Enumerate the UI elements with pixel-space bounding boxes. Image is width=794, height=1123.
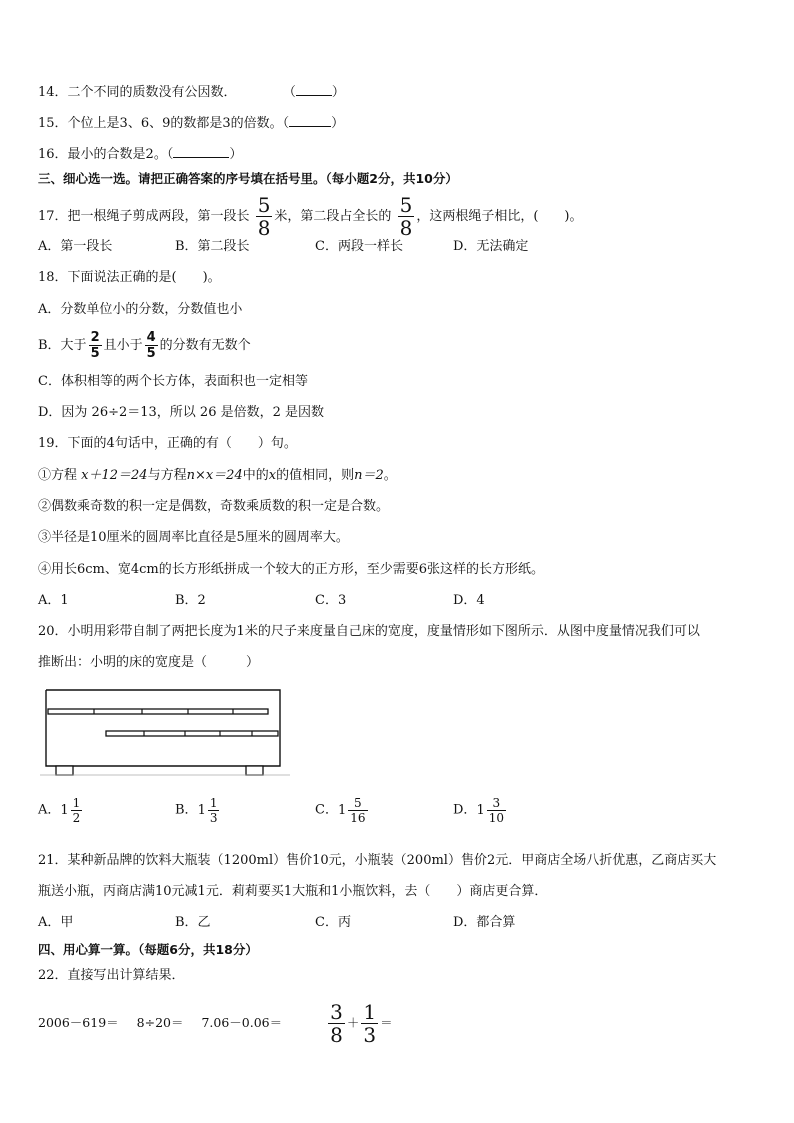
option-d[interactable]: D．都合算 bbox=[453, 915, 516, 930]
question-17 bbox=[38, 195, 582, 238]
option-b[interactable] bbox=[38, 328, 251, 364]
question-20-line-1: 20．小明用彩带自制了两把长度为1米的尺子来度量自己床的宽度，度量情形如下图所示．从图中度量情况我们可以 bbox=[38, 624, 700, 639]
plus-sign: ＋ bbox=[346, 1015, 360, 1030]
option-c[interactable]: C．两段一样长 bbox=[315, 239, 403, 254]
option-d[interactable]: D．无法确定 bbox=[453, 239, 529, 254]
option-c[interactable]: C．3 bbox=[315, 593, 347, 608]
bed-leg-left bbox=[56, 766, 73, 775]
paren-close: ） bbox=[331, 116, 345, 131]
question-21-line-2: 瓶送小瓶，丙商店满10元减1元．莉莉要买1大瓶和1小瓶饮料，去（ ）商店更合算． bbox=[38, 884, 548, 899]
fraction: $\frac{5}{16}$ bbox=[350, 796, 366, 825]
option-d[interactable]: D．4 bbox=[453, 593, 485, 608]
mixed-number bbox=[476, 797, 508, 824]
option-d[interactable]: D．因为 26÷2＝13，所以 26 是倍数，2 是因数 bbox=[38, 405, 325, 420]
question-16 bbox=[38, 145, 242, 164]
paren-open: （ bbox=[282, 116, 290, 131]
statement-2: ②偶数乘奇数的积一定是偶数，奇数乘质数的积一定是合数。 bbox=[38, 499, 390, 514]
question-15-text: 15．个位上是3、6、9的数都是3的倍数。 bbox=[38, 116, 283, 131]
expression: 8÷20＝ bbox=[136, 1015, 184, 1030]
fraction: $\frac{4}{5}$ bbox=[146, 330, 156, 361]
option-b[interactable]: B．乙 bbox=[175, 915, 211, 930]
fraction: $\frac{2}{5}$ bbox=[90, 330, 100, 361]
option-b-text-end: 的分数有无数个 bbox=[159, 338, 251, 353]
fraction: $\frac{3}{10}$ bbox=[488, 796, 504, 825]
question-14-text: 14．二个不同的质数没有公因数． bbox=[38, 85, 237, 100]
option-c[interactable]: C．体积相等的两个长方体，表面积也一定相等 bbox=[38, 374, 308, 389]
option-label: D． bbox=[453, 802, 477, 818]
bed-outline bbox=[46, 690, 280, 766]
expression: 7.06－0.06＝ bbox=[201, 1015, 283, 1030]
paren-close: ） bbox=[331, 85, 345, 100]
paren-open: （ bbox=[282, 85, 296, 100]
option-a[interactable]: A．1 bbox=[38, 593, 69, 608]
option-b[interactable] bbox=[175, 797, 221, 824]
option-c[interactable]: C．丙 bbox=[315, 915, 351, 930]
question-19-stem: 19．下面的4句话中，正确的有（ ）句。 bbox=[38, 436, 297, 451]
question-20-line-2: 推断出：小明的床的宽度是（ ） bbox=[38, 655, 260, 670]
option-b-text: B．大于 bbox=[38, 338, 87, 353]
statement-1 bbox=[38, 467, 397, 485]
question-15 bbox=[38, 114, 344, 133]
whole-part: 1 bbox=[197, 802, 206, 818]
whole-part: 1 bbox=[476, 802, 485, 818]
option-b[interactable]: B．2 bbox=[175, 593, 206, 608]
question-17-text-mid: 米，第二段占全长的 bbox=[274, 209, 392, 224]
option-a[interactable]: A．甲 bbox=[38, 915, 74, 930]
fraction: $\frac{1}{2}$ bbox=[72, 796, 81, 825]
answer-blank[interactable] bbox=[289, 114, 331, 127]
fraction: $\frac{1}{3}$ bbox=[363, 1000, 377, 1047]
option-b-text-mid: 且小于 bbox=[103, 338, 143, 353]
fraction: $\frac{5}{8}$ bbox=[399, 193, 413, 240]
mixed-number bbox=[60, 797, 84, 824]
fraction: $\frac{1}{3}$ bbox=[209, 796, 218, 825]
option-a[interactable] bbox=[38, 797, 84, 824]
section-4-title: 四、用心算一算。（每题6分，共18分） bbox=[38, 942, 258, 957]
whole-part: 1 bbox=[60, 802, 69, 818]
answer-blank[interactable] bbox=[173, 145, 229, 158]
calc-row bbox=[38, 1002, 393, 1045]
option-label: B． bbox=[175, 802, 198, 818]
paren-open: （ bbox=[166, 147, 174, 162]
question-22-stem: 22．直接写出计算结果． bbox=[38, 968, 185, 983]
statement-4: ④用长6cm、宽4cm的长方形纸拼成一个较大的正方形，至少需要6张这样的长方形纸。 bbox=[38, 562, 545, 577]
statement-1-text: ①方程 bbox=[38, 468, 82, 483]
mixed-number bbox=[198, 797, 222, 824]
equation: n×x＝24 bbox=[186, 468, 243, 483]
option-d[interactable] bbox=[453, 797, 508, 824]
option-a[interactable]: A．第一段长 bbox=[38, 239, 113, 254]
option-a[interactable]: A．分数单位小的分数，分数值也小 bbox=[38, 302, 243, 317]
option-label: A． bbox=[38, 802, 61, 818]
statement-3: ③半径是10厘米的圆周率比直径是5厘米的圆周率大。 bbox=[38, 530, 349, 545]
question-17-text-end: ，这两根绳子相比，( )。 bbox=[416, 209, 583, 224]
paren-close: ） bbox=[229, 147, 243, 162]
equals-sign: ＝ bbox=[380, 1015, 393, 1030]
bed-leg-right bbox=[246, 766, 263, 775]
equation: x＋12＝24 bbox=[81, 468, 148, 483]
statement-1-text-4: 的值相同，则 bbox=[276, 468, 355, 483]
option-c[interactable] bbox=[315, 797, 370, 824]
variable: x bbox=[268, 468, 277, 483]
question-21-line-1: 21．某种新品牌的饮料大瓶装（1200ml）售价10元，小瓶装（200ml）售价2元．甲商店全场八折优惠，乙商店买大 bbox=[38, 853, 717, 868]
question-14 bbox=[38, 83, 345, 102]
mixed-number bbox=[338, 797, 370, 824]
question-16-text: 16．最小的合数是2。 bbox=[38, 147, 167, 162]
answer-blank[interactable] bbox=[296, 83, 332, 96]
question-17-text: 17．把一根绳子剪成两段，第一段长 bbox=[38, 209, 250, 224]
option-b[interactable]: B．第二段长 bbox=[175, 239, 250, 254]
statement-1-end: 。 bbox=[383, 468, 397, 483]
question-18-stem: 18．下面说法正确的是( )。 bbox=[38, 270, 221, 285]
ruler-top bbox=[48, 709, 268, 714]
expression: 2006－619＝ bbox=[38, 1015, 119, 1030]
statement-1-text-2: 与方程 bbox=[147, 468, 187, 483]
fraction: $\frac{3}{8}$ bbox=[330, 1000, 343, 1047]
section-3-title: 三、细心选一选。请把正确答案的序号填在括号里。（每小题2分，共10分） bbox=[38, 171, 458, 186]
option-label: C． bbox=[315, 802, 338, 818]
whole-part: 1 bbox=[337, 802, 347, 818]
bed-measurement-figure bbox=[40, 686, 300, 780]
fraction: $\frac{5}{8}$ bbox=[257, 193, 271, 240]
equation: n＝2 bbox=[354, 468, 384, 483]
statement-1-text-3: 中的 bbox=[242, 468, 269, 483]
